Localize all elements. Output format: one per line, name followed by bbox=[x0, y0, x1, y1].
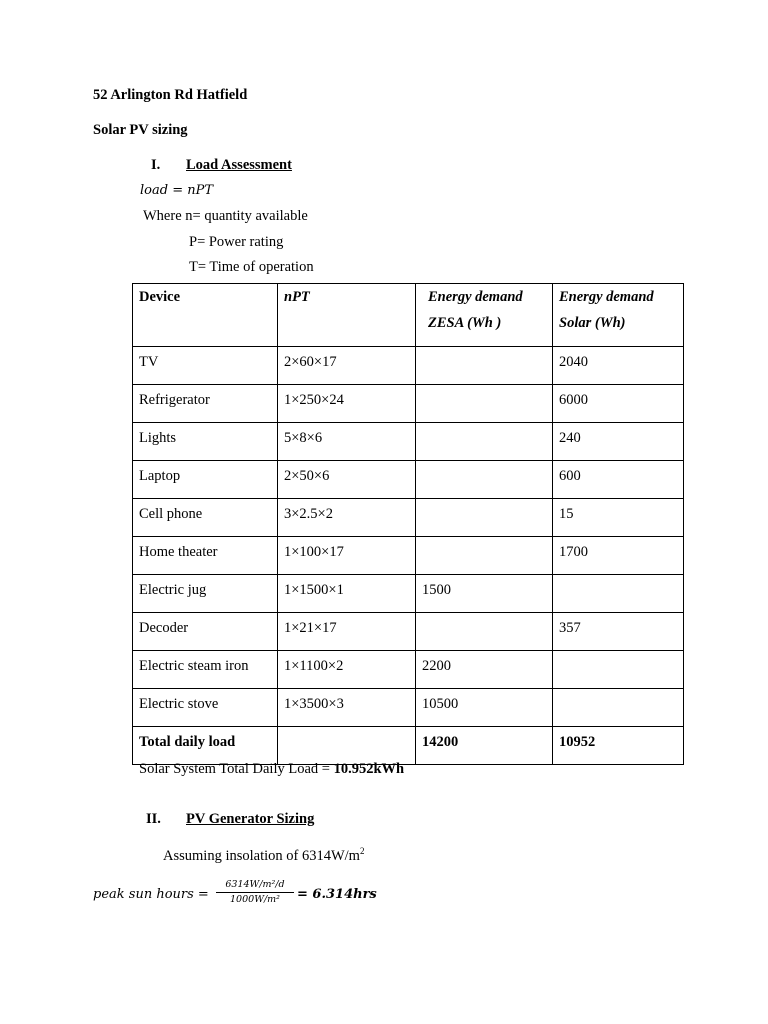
where-t-line: T= Time of operation bbox=[189, 259, 314, 275]
table-total-row bbox=[133, 727, 684, 765]
section-1-numeral: I. bbox=[151, 157, 161, 173]
where-n-line: Where n= quantity available bbox=[143, 208, 308, 224]
cell-npt: 1×21×17 bbox=[278, 613, 416, 651]
cell-zesa: 2200 bbox=[416, 651, 553, 689]
section-1-heading: Load Assessment bbox=[186, 157, 292, 173]
insolation-text: Assuming insolation of 6314W/m bbox=[163, 847, 360, 864]
cell-device: TV bbox=[133, 347, 278, 385]
table-row bbox=[133, 613, 684, 651]
cell-zesa: 1500 bbox=[416, 575, 553, 613]
total-daily-load-line bbox=[139, 761, 404, 778]
table-row bbox=[133, 689, 684, 727]
cell-npt: 1×3500×3 bbox=[278, 689, 416, 727]
cell-npt: 1×1500×1 bbox=[278, 575, 416, 613]
cell-solar: 600 bbox=[553, 461, 684, 499]
table-row bbox=[133, 499, 684, 537]
cell-solar: 2040 bbox=[553, 347, 684, 385]
header-npt: nPT bbox=[278, 284, 416, 347]
header-device: Device bbox=[133, 284, 278, 347]
table-row bbox=[133, 347, 684, 385]
cell-zesa bbox=[416, 613, 553, 651]
table-row bbox=[133, 537, 684, 575]
header-solar: Energy demand Solar (Wh) bbox=[553, 284, 684, 347]
cell-npt: 2×50×6 bbox=[278, 461, 416, 499]
cell-zesa bbox=[416, 423, 553, 461]
cell-device: Cell phone bbox=[133, 499, 278, 537]
cell-zesa bbox=[416, 537, 553, 575]
total-npt bbox=[278, 727, 416, 765]
section-2-numeral: II. bbox=[146, 811, 161, 827]
cell-zesa bbox=[416, 461, 553, 499]
table-row bbox=[133, 651, 684, 689]
total-label: Total daily load bbox=[133, 727, 278, 765]
fraction-numerator: 6314W/m²/d bbox=[216, 879, 294, 893]
cell-device: Electric steam iron bbox=[133, 651, 278, 689]
total-daily-load-value: 10.952kWh bbox=[333, 761, 405, 777]
total-zesa: 14200 bbox=[416, 727, 553, 765]
table-header-row bbox=[133, 284, 684, 347]
cell-solar bbox=[553, 651, 684, 689]
document-title: Solar PV sizing bbox=[93, 122, 188, 138]
peak-sun-hours-label: peak sun hours = bbox=[93, 887, 209, 902]
insolation-superscript: 2 bbox=[359, 846, 365, 856]
cell-device: Home theater bbox=[133, 537, 278, 575]
table-row bbox=[133, 385, 684, 423]
total-daily-load-label: Solar System Total Daily Load = bbox=[139, 761, 334, 777]
cell-device: Decoder bbox=[133, 613, 278, 651]
where-p-line: P= Power rating bbox=[189, 234, 284, 250]
cell-zesa bbox=[416, 385, 553, 423]
load-assessment-table bbox=[132, 283, 684, 765]
cell-device: Electric jug bbox=[133, 575, 278, 613]
cell-npt: 5×8×6 bbox=[278, 423, 416, 461]
insolation-line bbox=[163, 846, 364, 865]
cell-solar: 240 bbox=[553, 423, 684, 461]
section-2-heading: PV Generator Sizing bbox=[186, 811, 315, 827]
cell-device: Lights bbox=[133, 423, 278, 461]
cell-zesa bbox=[416, 499, 553, 537]
peak-sun-hours-result: = 6.314hrs bbox=[297, 887, 377, 902]
cell-device: Refrigerator bbox=[133, 385, 278, 423]
peak-sun-hours-fraction bbox=[216, 879, 294, 905]
table-row bbox=[133, 575, 684, 613]
cell-device: Electric stove bbox=[133, 689, 278, 727]
cell-solar bbox=[553, 575, 684, 613]
cell-solar: 15 bbox=[553, 499, 684, 537]
cell-solar: 6000 bbox=[553, 385, 684, 423]
fraction-denominator: 1000W/m² bbox=[230, 894, 280, 905]
cell-npt: 1×250×24 bbox=[278, 385, 416, 423]
load-formula: load = nPT bbox=[140, 183, 214, 198]
cell-zesa: 10500 bbox=[416, 689, 553, 727]
cell-npt: 1×100×17 bbox=[278, 537, 416, 575]
cell-solar: 1700 bbox=[553, 537, 684, 575]
cell-solar bbox=[553, 689, 684, 727]
cell-device: Laptop bbox=[133, 461, 278, 499]
total-solar: 10952 bbox=[553, 727, 684, 765]
cell-npt: 3×2.5×2 bbox=[278, 499, 416, 537]
cell-zesa bbox=[416, 347, 553, 385]
table-row bbox=[133, 423, 684, 461]
cell-npt: 1×1100×2 bbox=[278, 651, 416, 689]
address-heading: 52 Arlington Rd Hatfield bbox=[93, 87, 248, 103]
table-row bbox=[133, 461, 684, 499]
cell-npt: 2×60×17 bbox=[278, 347, 416, 385]
cell-solar: 357 bbox=[553, 613, 684, 651]
header-zesa: Energy demand ZESA (Wh ) bbox=[416, 284, 553, 347]
